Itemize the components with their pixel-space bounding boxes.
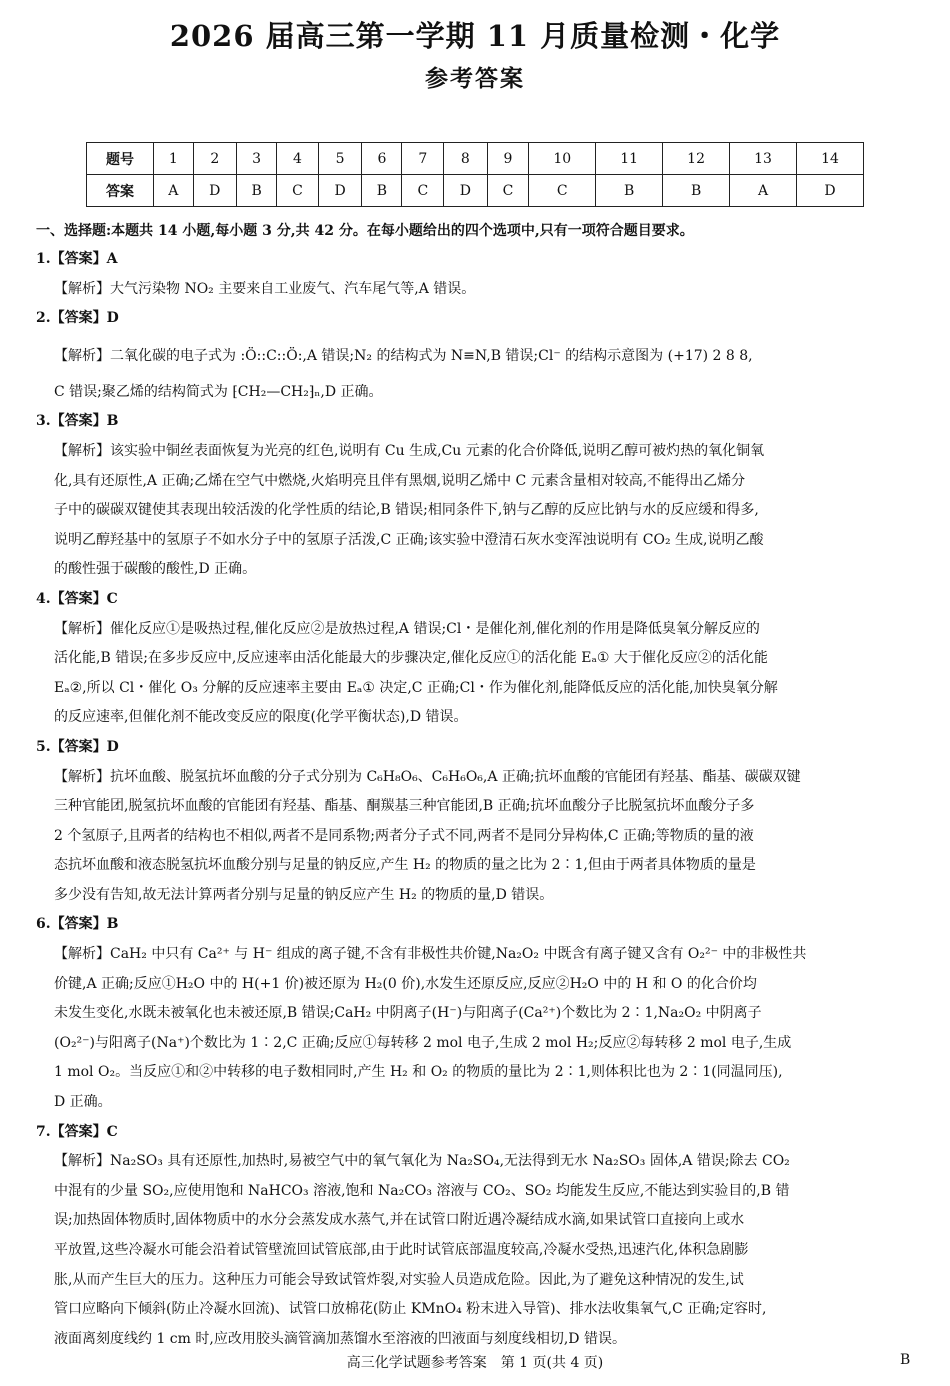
explanation-line: 【解析】CaH₂ 中只有 Ca²⁺ 与 H⁻ 组成的离子键,不含有非极性共价键,Na₂O₂ 中既含有离子键又含有 O₂²⁻ 中的非极性共 <box>54 946 807 963</box>
explanation-line: 平放置,这些冷凝水可能会沿着试管壁流回试管底部,由于此时试管底部温度较高,冷凝水受热,迅速汽化,体积急剧膨 <box>54 1242 749 1258</box>
explanation-line: 多少没有告知,故无法计算两者分别与足量的钠反应产生 H₂ 的物质的量,D 错误。 <box>54 886 554 903</box>
answer-heading: 6.【答案】B <box>36 916 119 933</box>
question-number: 8 <box>444 143 487 175</box>
explanation-line: 子中的碳碳双键使其表现出较活泼的化学性质的结论,B 错误;相同条件下,钠与乙醇的反应比钠与水的反应缓和得多, <box>54 502 759 519</box>
version-label: B <box>900 1352 911 1368</box>
answer-row <box>87 175 864 207</box>
explanation-line: 未发生变化,水既未被氧化也未被还原,B 错误;CaH₂ 中阴离子(H⁻)与阳离子(Ca²⁺)个数比为 2∶1,Na₂O₂ 中阴离子 <box>54 1005 762 1022</box>
explanation-line: Eₐ②,所以 Cl・催化 O₃ 分解的反应速率主要由 Eₐ① 决定,C 正确;Cl・作为催化剂,能降低反应的活化能,加快臭氧分解 <box>54 679 778 696</box>
page-footer: 高三化学试题参考答案 第 1 页(共 4 页) <box>346 1355 604 1371</box>
explanation-line: 胀,从而产生巨大的压力。这种压力可能会导致试管炸裂,对实验人员造成危险。因此,为了避免这种情况的发生,试 <box>54 1271 744 1288</box>
explanation-line: 【解析】催化反应①是吸热过程,催化反应②是放热过程,A 错误;Cl・是催化剂,催化剂的作用是降低臭氧分解反应的 <box>54 620 760 637</box>
explanation-line: 误;加热固体物质时,固体物质中的水分会蒸发成水蒸气,并在试管口附近遇冷凝结成水滴,如果试管口直接向上或水 <box>54 1212 745 1229</box>
explanation-line: 【解析】该实验中铜丝表面恢复为光亮的红色,说明有 Cu 生成,Cu 元素的化合价降低,说明乙醇可被灼热的氧化铜氧 <box>54 442 765 459</box>
explanation-line: 管口应略向下倾斜(防止冷凝水回流)、试管口放棉花(防止 KMnO₄ 粉末进入导管)、排水法收集氧气,C 正确;定容时, <box>54 1301 767 1318</box>
explanation-line: 液面离刻度线约 1 cm 时,应改用胶头滴管滴加蒸馏水至溶液的凹液面与刻度线相切,D 错误。 <box>54 1330 626 1347</box>
explanation-line: 价键,A 正确;反应①H₂O 中的 H(+1 价)被还原为 H₂(0 价),水发生还原反应,反应②H₂O 中的 H 和 O 的化合价均 <box>54 975 757 992</box>
explanation-line: 活化能,B 错误;在多步反应中,反应速率由活化能最大的步骤决定,催化反应①的活化能 Eₐ① 大于催化反应②的活化能 <box>54 650 768 667</box>
answer-cell: D <box>318 175 361 207</box>
question-number: 13 <box>730 143 797 175</box>
explanation-line: 的反应速率,但催化剂不能改变反应的限度(化学平衡状态),D 错误。 <box>54 709 468 726</box>
answer-cell: C <box>529 175 596 207</box>
explanation-line: 【解析】Na₂SO₃ 具有还原性,加热时,易被空气中的氧气氧化为 Na₂SO₄,无法得到无水 Na₂SO₃ 固体,A 错误;除去 CO₂ <box>54 1153 790 1170</box>
explanation-line: 化,具有还原性,A 正确;乙烯在空气中燃烧,火焰明亮且伴有黑烟,说明乙烯中 C 元素含量相对较高,不能得出乙烯分 <box>54 472 746 489</box>
answer-heading: 3.【答案】B <box>36 413 119 430</box>
question-number-row <box>87 143 864 175</box>
explanation-line: 态抗坏血酸和液态脱氢抗坏血酸分别与足量的钠反应,产生 H₂ 的物质的量之比为 2∶1,但由于两者具体物质的量是 <box>54 857 756 874</box>
answer-heading: 7.【答案】C <box>36 1123 118 1140</box>
answer-cell: B <box>596 175 663 207</box>
answer-cell: C <box>487 175 529 207</box>
explanations <box>36 245 916 1354</box>
explanation-line: 1 mol O₂。当反应①和②中转移的电子数相同时,产生 H₂ 和 O₂ 的物质的量比为 2∶1,则体积比也为 2∶1(同温同压), <box>54 1064 783 1081</box>
question-number: 4 <box>277 143 319 175</box>
answer-table <box>86 142 864 207</box>
question-number: 1 <box>154 143 194 175</box>
explanation-line: 【解析】抗坏血酸、脱氢抗坏血酸的分子式分别为 C₆H₈O₆、C₆H₆O₆,A 正确;抗坏血酸的官能团有羟基、酯基、碳碳双键 <box>54 768 801 785</box>
explanation-line: 2 个氢原子,且两者的结构也不相似,两者不是同系物;两者分子式不同,两者不是同分异构体,C 正确;等物质的量的液 <box>54 827 754 844</box>
question-number: 11 <box>596 143 663 175</box>
row-label-answer: 答案 <box>87 175 154 207</box>
question-number: 2 <box>193 143 236 175</box>
answer-cell: B <box>362 175 402 207</box>
answer-heading: 2.【答案】D <box>36 310 119 327</box>
explanation-line: 【解析】二氧化碳的电子式为 :Ö::C::Ö:,A 错误;N₂ 的结构式为 N≡N,B 错误;Cl⁻ 的结构示意图为 (+17) 2 8 8, <box>54 347 753 364</box>
question-number: 14 <box>796 143 863 175</box>
explanation-line: 说明乙醇羟基中的氢原子不如水分子中的氢原子活泼,C 正确;该实验中澄清石灰水变浑浊说明有 CO₂ 生成,说明乙酸 <box>54 531 764 548</box>
answer-heading: 4.【答案】C <box>36 590 118 607</box>
answer-cell: D <box>193 175 236 207</box>
question-number: 6 <box>362 143 402 175</box>
answer-cell: B <box>663 175 730 207</box>
question-number: 3 <box>237 143 277 175</box>
explanation-line: C 错误;聚乙烯的结构简式为 ⁅CH₂—CH₂⁆ₙ,D 正确。 <box>54 383 383 400</box>
explanation-line: 【解析】大气污染物 NO₂ 主要来自工业废气、汽车尾气等,A 错误。 <box>54 280 476 297</box>
answer-cell: A <box>154 175 194 207</box>
explanation-line: (O₂²⁻)与阳离子(Na⁺)个数比为 1∶2,C 正确;反应①每转移 2 mol 电子,生成 2 mol H₂;反应②每转移 2 mol 电子,生成 <box>54 1034 792 1051</box>
answer-cell: C <box>402 175 444 207</box>
row-label-number: 题号 <box>87 143 154 175</box>
explanation-line: 中混有的少量 SO₂,应使用饱和 NaHCO₃ 溶液,饱和 Na₂CO₃ 溶液与 CO₂、SO₂ 均能发生反应,不能达到实验目的,B 错 <box>54 1182 790 1199</box>
question-number: 5 <box>318 143 361 175</box>
explanation-line: 的酸性强于碳酸的酸性,D 正确。 <box>54 561 257 578</box>
question-number: 10 <box>529 143 596 175</box>
question-number: 9 <box>487 143 529 175</box>
question-number: 7 <box>402 143 444 175</box>
page-title: 2026 届高三第一学期 11 月质量检测・化学 <box>169 19 781 53</box>
answer-cell: D <box>444 175 487 207</box>
answer-cell: C <box>277 175 319 207</box>
page-subtitle: 参考答案 <box>425 65 525 92</box>
question-number: 12 <box>663 143 730 175</box>
answer-heading: 5.【答案】D <box>36 738 119 755</box>
explanation-line: D 正确。 <box>54 1094 112 1111</box>
answer-heading: 1.【答案】A <box>36 251 118 267</box>
answer-cell: A <box>730 175 797 207</box>
answer-cell: D <box>796 175 863 207</box>
explanation-line: 三种官能团,脱氢抗坏血酸的官能团有羟基、酯基、酮羰基三种官能团,B 正确;抗坏血酸分子比脱氢抗坏血酸分子多 <box>54 798 755 815</box>
section-heading: 一、选择题:本题共 14 小题,每小题 3 分,共 42 分。在每小题给出的四个选项中,只有一项符合题目要求。 <box>36 223 694 239</box>
answer-cell: B <box>237 175 277 207</box>
